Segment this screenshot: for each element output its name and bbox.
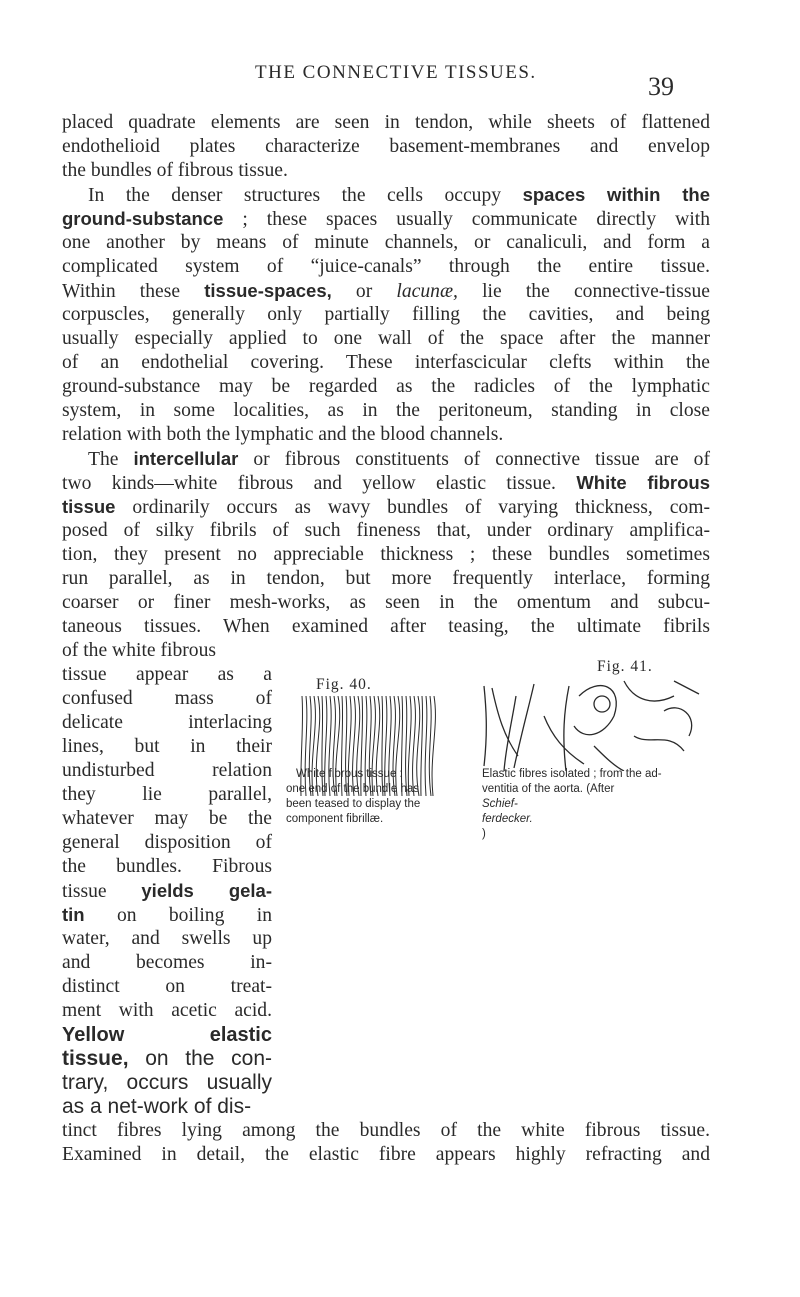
side-line: distinct on treat-	[62, 976, 272, 997]
side-line: general disposition of	[62, 832, 272, 853]
fibre-line	[429, 696, 431, 796]
body-line: usually especially applied to one wall of the space after the manner	[62, 328, 710, 349]
term-yellow-elastic: Yellow elastic	[62, 1024, 272, 1046]
term-white-fibrous: White fibrous	[576, 472, 711, 493]
page-number: 39	[648, 72, 674, 101]
fibre-line	[421, 696, 423, 796]
body-line: tinct fibres lying among the bundles of the white fibrous tissue.	[62, 1120, 710, 1141]
page-header	[0, 62, 800, 101]
body-line: taneous tissues. When examined after teasing, the ultimate fibrils	[62, 616, 710, 637]
side-line: trary, occurs usually	[62, 1071, 272, 1094]
side-line: lines, but in their	[62, 736, 272, 757]
body-line: of an endothelial covering. These interfascicular clefts within the	[62, 352, 710, 373]
body-line: placed quadrate elements are seen in tendon, while sheets of flattened	[62, 112, 710, 133]
side-line: tissue, on the con-	[62, 1047, 272, 1070]
body-line: ground-substance ; these spaces usually communicate directly with	[62, 208, 710, 230]
body-line: run parallel, as in tendon, but more frequently interlace, forming	[62, 568, 710, 589]
body-line: system, in some localities, as in the peritoneum, standing in close	[62, 400, 710, 421]
term-intercellular: intercellular	[133, 448, 239, 469]
body-line: relation with both the lymphatic and the blood channels.	[62, 424, 504, 445]
body-line: one another by means of minute channels, or canaliculi, and form a	[62, 232, 710, 253]
body-line: complicated system of “juice-canals” through the entire tissue.	[62, 256, 710, 277]
term-spaces: spaces within the	[522, 184, 710, 205]
side-line: tissue yields gela-	[62, 880, 273, 902]
term-yields-gelatin: yields gela-	[141, 880, 273, 901]
term-ground-substance: ground-substance	[62, 208, 224, 229]
body-line: two kinds—white fibrous and yellow elastic tissue. White fibrous	[62, 472, 711, 494]
body-line: corpuscles, generally only partially filling the cavities, and being	[62, 304, 710, 325]
side-line: undisturbed relation	[62, 760, 272, 781]
body-line: endothelioid plates characterize basement-membranes and envelop	[62, 136, 710, 157]
running-head: THE CONNECTIVE TISSUES.	[255, 62, 537, 83]
body-line: of the white fibrous	[62, 640, 216, 661]
fig40-label: Fig. 40.	[316, 676, 372, 693]
body-line: coarser or finer mesh-works, as seen in the omentum and subcu-	[62, 592, 710, 613]
side-line: and becomes in-	[62, 952, 272, 973]
fig41-elastic-fibres-illustration	[474, 676, 714, 771]
term-tissue-yellow: tissue,	[62, 1047, 129, 1070]
body-line: In the denser structures the cells occupy spaces within the	[88, 184, 710, 206]
body-line: tion, they present no appreciable thickness ; these bundles sometimes	[62, 544, 710, 565]
body-line: posed of silky fibrils of such fineness that, under ordinary amplifica-	[62, 520, 710, 541]
side-line: tin on boiling in	[62, 904, 272, 926]
fig41-caption: Elastic fibres isolated ; from the ad- ventitia of the aorta. (After Schief- ferdecker. )	[482, 768, 662, 840]
body-line: tissue ordinarily occurs as wavy bundles of varying thickness, com-	[62, 496, 710, 518]
side-line: delicate interlacing	[62, 712, 272, 733]
term-tissue-spaces: tissue-spaces,	[204, 280, 332, 301]
body-line: Within these tissue-spaces, or lacunæ, lie the connective-tissue	[62, 280, 710, 302]
body-line: The intercellular or fibrous constituents of connective tissue are of	[88, 448, 710, 470]
side-line: the bundles. Fibrous	[62, 856, 272, 877]
body-line: Examined in detail, the elastic fibre appears highly refracting and	[62, 1144, 710, 1165]
side-line: ment with acetic acid.	[62, 1000, 272, 1021]
term-tissue: tissue	[62, 496, 116, 517]
fibre-line	[425, 696, 427, 796]
side-line: whatever may be the	[62, 808, 272, 829]
body-line: ground-substance may be regarded as the radicles of the lymphatic	[62, 376, 710, 397]
fibre-line	[432, 696, 435, 796]
fig41-label: Fig. 41.	[597, 658, 653, 675]
side-line	[62, 1023, 272, 1048]
side-line: tissue appear as a	[62, 664, 272, 685]
side-line: they lie parallel,	[62, 784, 272, 805]
side-line: water, and swells up	[62, 928, 272, 949]
term-lacunae: lacunæ,	[396, 281, 458, 302]
side-line: as a net-work of dis-	[62, 1095, 252, 1118]
fig40-caption: White fibrous tissue : one end of the bundle has been teased to display the component fibrillæ.	[286, 768, 421, 825]
body-line: the bundles of fibrous tissue.	[62, 160, 288, 181]
side-line: confused mass of	[62, 688, 272, 709]
